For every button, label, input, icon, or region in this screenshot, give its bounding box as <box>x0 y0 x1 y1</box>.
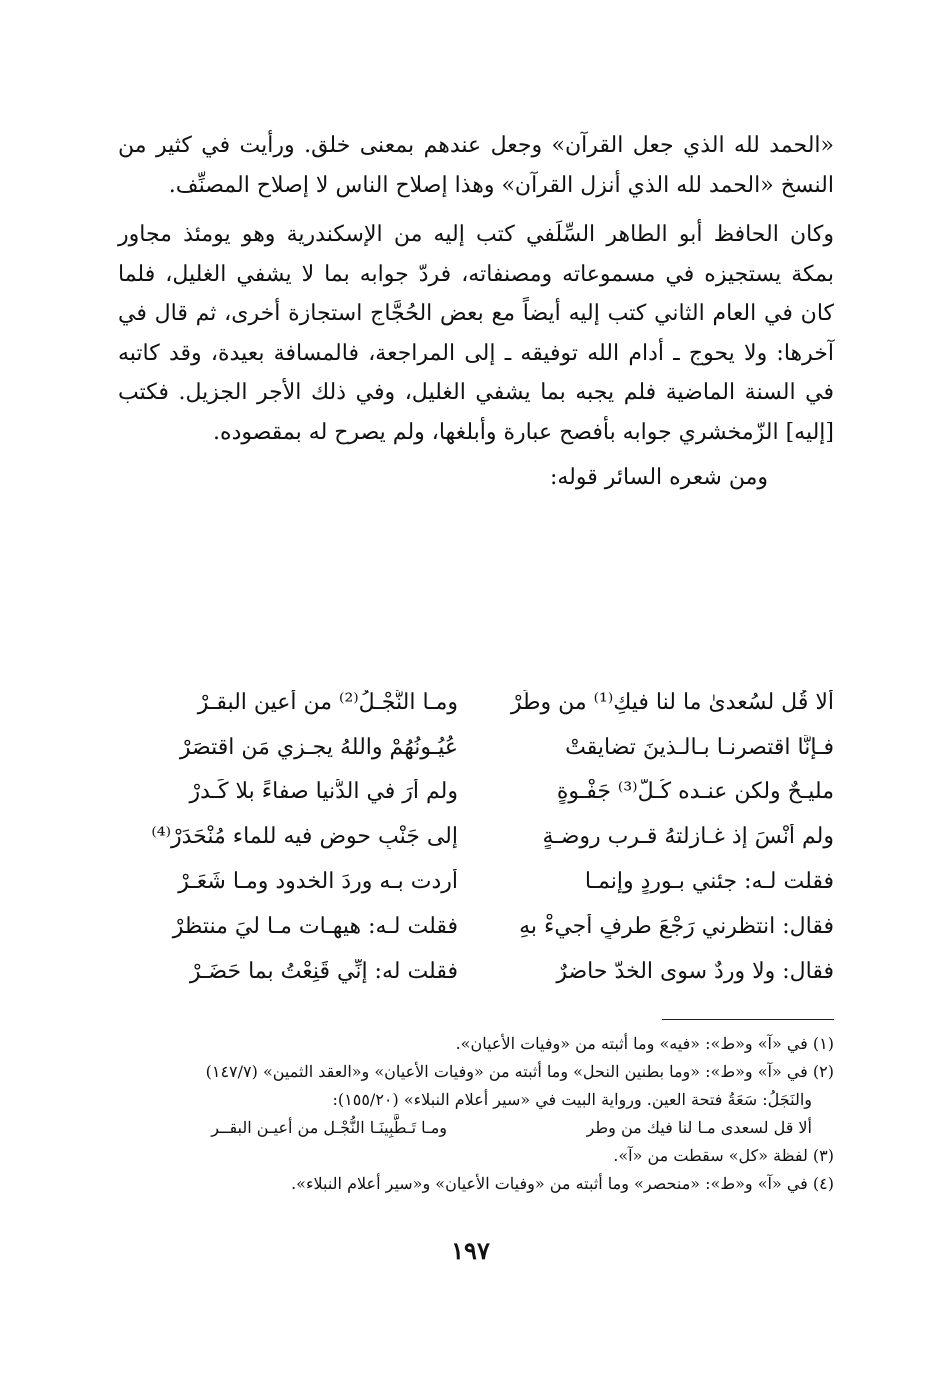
verse-second-hemistich: عُيُـونُهُمْ واللهُ يجـزي مَن اقتصَرْ <box>179 734 458 760</box>
poem <box>118 680 834 994</box>
poem-verse <box>118 725 834 770</box>
footnote-verse-second-hemistich: ومـا تَـطَّبِينَـا النُّجْـل من أعيـن البقــر <box>211 1118 447 1137</box>
page-number: ١٩٧ <box>451 1236 490 1265</box>
poem-verse <box>118 680 834 725</box>
paragraph-1: «الحمد لله الذي جعل القرآن» وجعل عندهم بمعنى خلق. ورأيت في كثير من النسخ «الحمد لله الذي أنزل القرآن» وهذا إصلاح الناس لا إصلاح المصنِّف. <box>118 133 834 198</box>
poem-verse <box>118 904 834 949</box>
footnote-2: (٢) في «آ» و«ط»: «وما بطنين النحل» وما أثبته من «وفيات الأعيان» و«العقد الثمين» (١٤٧/٧) <box>205 1062 834 1081</box>
verse-second-hemistich: ولم أرَ في الدُّنيا صفاءً بلا كَـدرْ <box>189 779 458 805</box>
verse-first-hemistich: ولم أَنْسَ إذ غـازلتهُ قـرب روضـةٍ <box>542 824 834 850</box>
footnote-1: (١) في «آ» و«ط»: «فيه» وما أثبته من «وفيات الأعيان». <box>455 1034 834 1053</box>
verse-second-hemistich: إلى جَنْبِ حوضٍ فيه للماء مُنْحَدَرْ⁽⁴⁾ <box>151 824 458 850</box>
verse-first-hemistich: فقال: انتظرني رَجْعَ طرفٍ أجيءْ بهِ <box>519 913 834 939</box>
poem-verse <box>118 770 834 815</box>
verse-first-hemistich: فـإنَّا اقتصرنـا بـالـذينَ تضايقتْ <box>565 734 834 760</box>
verse-first-hemistich: مليـحٌ ولكن عنـده كُـلُّ⁽³⁾ جَفْـوةٍ <box>556 779 834 805</box>
verse-first-hemistich: ألا قُل لسُعدىٰ ما لنا فيكِ⁽¹⁾ من وطَرْ <box>510 689 834 715</box>
poem-intro: ومن شعره السائر قوله: <box>549 465 768 490</box>
verse-first-hemistich: فقال: ولا وردٌ سوى الخدّ حاضرٌ <box>556 958 834 984</box>
poem-verse <box>118 859 834 904</box>
footnote-separator <box>662 1019 834 1020</box>
poem-verse <box>118 949 834 994</box>
footnote-2-verse <box>118 1114 834 1142</box>
footnote-3: (٣) لفظة «كل» سقطت من «آ». <box>613 1146 834 1165</box>
footnotes <box>118 1030 834 1198</box>
footnote-2-continuation: والنَجَلُ: سَعَةُ فتحة العين. ورواية البيت في «سير أعلام النبلاء» (١٥٥/٢٠): <box>332 1090 812 1109</box>
verse-first-hemistich: فقلت لـه: جئني بـوردٍ وإنمـا <box>584 869 834 895</box>
footnote-4: (٤) في «آ» و«ط»: «منحصر» وما أثبته من «وفيات الأعيان» و«سير أعلام النبلاء». <box>291 1174 834 1193</box>
verse-second-hemistich: أردت بـه وردَ الخدود ومـا شَعَـرْ <box>178 869 458 895</box>
verse-second-hemistich: فقلت لـه: هيهـات مـا ليَ منتظرْ <box>172 913 458 939</box>
paragraph-2: وكان الحافظ أبو الطاهر السِّلَفي كتب إليه من الإسكندرية وهو يومئذ مجاور بمكة يستجيزه في مسموعاته ومصنفاته، فردّ جوابه بما لا يشفي الغليل، فلما كان في العام الثاني كتب إليه أيضاً مع بعض الحُجَّاج استجازة أخرى، ثم قال في آخرها: ولا يحوج ـ أدام الله توفيقه ـ إلى المراجعة، فالمسافة بعيدة، وقد كاتبه في السنة الماضية فلم يجبه بما يشفي الغليل، وفي ذلك الأجر الجزيل. فكتب [إليه] الزّمخشري جوابه بأفصح عبارة وأبلغها، ولم يصرح له بمقصوده. <box>118 222 834 445</box>
footnote-verse-first-hemistich: ألا قل لسعدى مـا لنا فيك من وطر <box>586 1118 812 1137</box>
poem-verse <box>118 814 834 859</box>
verse-second-hemistich: فقلت له: إنِّي قَنِعْتُ بما حَضَـرْ <box>189 958 458 984</box>
main-text <box>118 126 834 498</box>
verse-second-hemistich: ومـا النُّجْـلُ⁽²⁾ من أعين البقـرْ <box>197 689 458 715</box>
